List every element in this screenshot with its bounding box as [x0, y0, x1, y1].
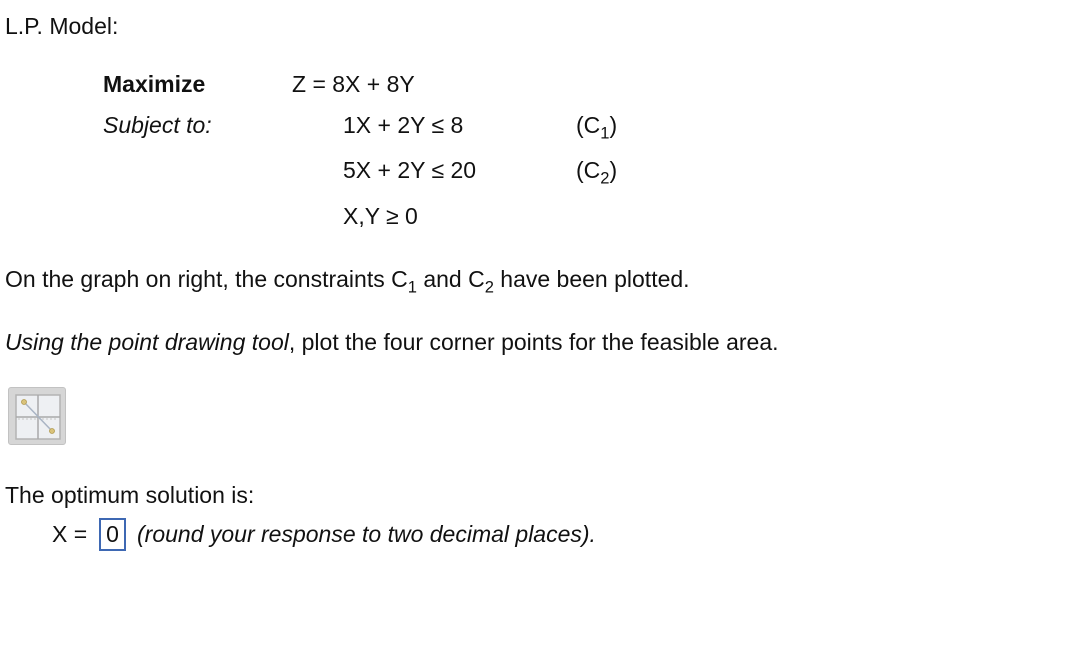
objective-function: Z = 8X + 8Y: [292, 71, 415, 97]
constraint-c2-label: $(C_2)$: [576, 157, 618, 188]
maximize-keyword: Maximize: [103, 71, 206, 97]
instruction-plot-points: Using the point drawing tool, plot the four corner points for the feasible area.: [5, 329, 779, 355]
constraint-c1: 1X + 2Y ≤ 8: [343, 112, 464, 138]
point-drawing-tool-icon: [15, 394, 61, 440]
page-heading: L.P. Model:: [5, 13, 119, 39]
nonnegativity-constraint: X,Y ≥ 0: [343, 203, 418, 229]
subject-to-keyword: Subject to:: [103, 112, 212, 138]
rounding-note: (round your response to two decimal places).: [137, 521, 596, 547]
solution-label: The optimum solution is:: [5, 482, 255, 508]
x-label: X =: [52, 521, 88, 547]
instruction-constraints-plotted: On the graph on right, the constraints $C_1$ and $C_2$ have been plotted.: [5, 266, 690, 297]
x-answer-input[interactable]: [99, 518, 126, 551]
constraint-c1-label: $(C_1)$: [576, 112, 618, 143]
point-drawing-tool-button[interactable]: [8, 387, 66, 445]
constraint-c2: 5X + 2Y ≤ 20: [343, 157, 477, 183]
